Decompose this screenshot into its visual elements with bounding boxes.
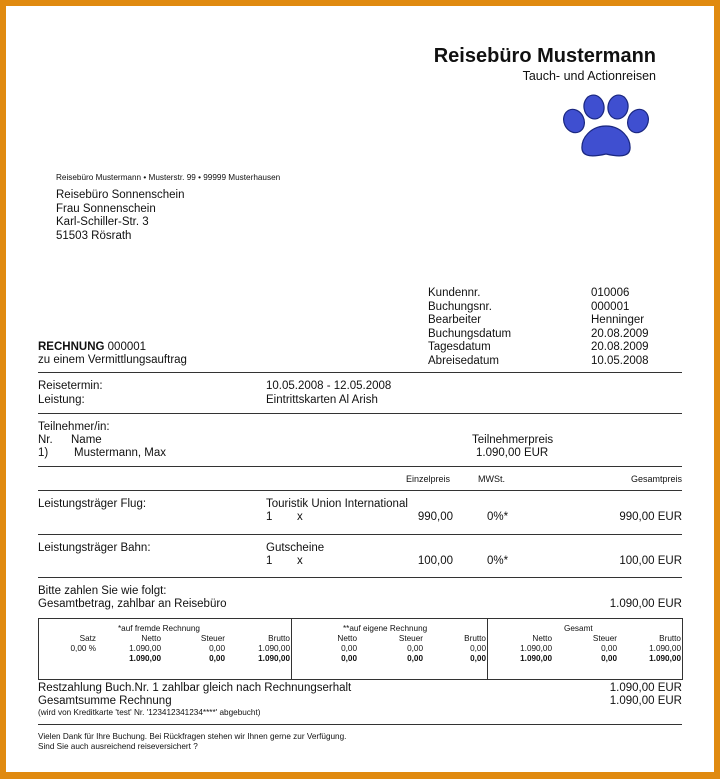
tax-col-steuer: Steuer bbox=[200, 634, 225, 643]
tax-col-brutto: Brutto bbox=[659, 634, 681, 643]
meta-value: 000001 bbox=[591, 300, 630, 313]
meta-label: Buchungsnr. bbox=[428, 300, 492, 313]
sum-label: Gesamtsumme Rechnung bbox=[38, 695, 172, 707]
item-unit-price: 100,00 bbox=[417, 555, 453, 567]
divider bbox=[38, 413, 682, 414]
termin-label: Reisetermin: bbox=[38, 380, 103, 392]
item-qty: 1 bbox=[266, 511, 273, 523]
tax-col-steuer: Steuer bbox=[398, 634, 423, 643]
tax-cell: 0,00 bbox=[341, 644, 357, 653]
sender-line: Reisebüro Mustermann • Musterstr. 99 • 99999 Musterhausen bbox=[56, 173, 281, 182]
payment-total-value: 1.090,00 EUR bbox=[609, 598, 682, 610]
item-qty: 1 bbox=[266, 555, 273, 567]
rest-value: 1.090,00 EUR bbox=[609, 682, 682, 694]
meta-value: 10.05.2008 bbox=[591, 354, 649, 367]
divider bbox=[38, 724, 682, 725]
recipient-address bbox=[56, 189, 185, 243]
recipient-line: Frau Sonnenschein bbox=[56, 202, 156, 215]
item-label: Leistungsträger Flug: bbox=[38, 498, 147, 510]
invoice-title-label: RECHNUNG bbox=[38, 341, 105, 353]
invoice-title bbox=[38, 341, 146, 355]
tax-cell: 0,00 bbox=[470, 644, 486, 653]
participants-col-name: Name bbox=[71, 434, 102, 446]
tax-cell: 1.090,00 bbox=[649, 644, 681, 653]
tax-cell-total: 0,00 bbox=[407, 654, 423, 663]
tax-cell: 1.090,00 bbox=[129, 644, 161, 653]
meta-label: Bearbeiter bbox=[428, 314, 482, 326]
footer-line: Vielen Dank für Ihre Buchung. Bei Rückfragen stehen wir Ihnen gerne zur Verfügung. bbox=[38, 732, 347, 741]
tax-cell-total: 0,00 bbox=[601, 654, 617, 663]
item-provider: Gutscheine bbox=[266, 542, 325, 554]
meta-value: Henninger bbox=[591, 314, 645, 326]
header-mwst: MWSt. bbox=[478, 474, 505, 484]
item-provider: Touristik Union International bbox=[266, 498, 408, 510]
item-x: x bbox=[297, 555, 303, 567]
tax-col-steuer: Steuer bbox=[592, 634, 617, 643]
payment-total-label: Gesamtbetrag, zahlbar an Reisebüro bbox=[38, 598, 227, 610]
meta-label: Abreisedatum bbox=[428, 354, 499, 367]
payment-instruction: Bitte zahlen Sie wie folgt: bbox=[38, 585, 167, 597]
tax-satz-label: Satz bbox=[79, 634, 96, 643]
item-total: 100,00 EUR bbox=[619, 555, 682, 567]
recipient-line: Karl-Schiller-Str. 3 bbox=[56, 216, 149, 228]
participant-name: Mustermann, Max bbox=[74, 447, 167, 459]
tax-col-netto: Netto bbox=[532, 634, 552, 643]
item-unit-price: 990,00 bbox=[417, 511, 453, 523]
meta-values bbox=[591, 287, 649, 368]
participants-heading: Teilnehmer/in: bbox=[38, 421, 110, 433]
tax-cell-total: 1.090,00 bbox=[129, 654, 161, 663]
meta-value: 010006 bbox=[591, 287, 630, 299]
tax-col-brutto: Brutto bbox=[268, 634, 290, 643]
item-tax: 0%* bbox=[487, 555, 509, 567]
tax-cell-total: 1.090,00 bbox=[520, 654, 552, 663]
company-name: Reisebüro Mustermann bbox=[433, 45, 656, 67]
divider bbox=[38, 466, 682, 467]
tax-satz-value: 0,00 % bbox=[70, 644, 96, 653]
tax-cell-total: 1.090,00 bbox=[258, 654, 290, 663]
tax-cell: 1.090,00 bbox=[520, 644, 552, 653]
divider bbox=[38, 534, 682, 535]
card-note: (wird von Kreditkarte 'test' Nr. '123412341234****' abgebucht) bbox=[38, 708, 261, 717]
sum-value: 1.090,00 EUR bbox=[609, 695, 682, 707]
termin-value: 10.05.2008 - 12.05.2008 bbox=[266, 380, 392, 392]
footer-line: Sind Sie auch ausreichend reiseversichert ? bbox=[38, 742, 198, 751]
tax-cell-total: 0,00 bbox=[209, 654, 225, 663]
participants-col-price: Teilnehmerpreis bbox=[472, 434, 554, 446]
divider bbox=[38, 490, 682, 491]
tax-col-netto: Netto bbox=[337, 634, 357, 643]
tax-group-total: Gesamt bbox=[564, 624, 593, 633]
tax-col-brutto: Brutto bbox=[464, 634, 486, 643]
divider bbox=[38, 372, 682, 373]
tax-cell-total: 0,00 bbox=[341, 654, 357, 663]
leistung-label: Leistung: bbox=[38, 394, 85, 406]
tax-cell: 0,00 bbox=[601, 644, 617, 653]
invoice-page bbox=[6, 6, 714, 772]
header-einzelpreis: Einzelpreis bbox=[406, 474, 451, 484]
leistung-value: Eintrittskarten Al Arish bbox=[266, 394, 378, 406]
item-label: Leistungsträger Bahn: bbox=[38, 542, 151, 554]
tax-cell-total: 0,00 bbox=[470, 654, 486, 663]
rest-label: Restzahlung Buch.Nr. 1 zahlbar gleich nach Rechnungserhalt bbox=[38, 682, 352, 694]
tax-cell: 1.090,00 bbox=[258, 644, 290, 653]
tax-table-separator bbox=[487, 618, 488, 679]
paw-icon bbox=[561, 94, 651, 160]
tax-cell: 0,00 bbox=[209, 644, 225, 653]
meta-label: Buchungsdatum bbox=[428, 327, 512, 340]
tax-table-separator bbox=[291, 618, 292, 679]
meta-value: 20.08.2009 bbox=[591, 327, 649, 340]
item-x: x bbox=[297, 511, 303, 523]
tax-cell: 0,00 bbox=[407, 644, 423, 653]
invoice-number: 000001 bbox=[107, 341, 147, 353]
tax-col-netto: Netto bbox=[141, 634, 161, 643]
tax-cell-total: 1.090,00 bbox=[649, 654, 681, 663]
meta-label: Kundennr. bbox=[428, 287, 481, 299]
invoice-subtitle: zu einem Vermittlungsauftrag bbox=[38, 354, 187, 366]
participant-price: 1.090,00 EUR bbox=[476, 447, 549, 459]
recipient-line: 51503 Rösrath bbox=[56, 229, 132, 242]
meta-value: 20.08.2009 bbox=[591, 341, 649, 353]
participants-col-nr: Nr. bbox=[38, 434, 53, 446]
tax-group-own: **auf eigene Rechnung bbox=[343, 624, 428, 633]
meta-label: Tagesdatum bbox=[428, 341, 491, 353]
item-tax: 0%* bbox=[487, 511, 509, 523]
item-total: 990,00 EUR bbox=[619, 511, 682, 523]
header-gesamtpreis: Gesamtpreis bbox=[630, 474, 682, 484]
participant-nr: 1) bbox=[38, 447, 49, 459]
recipient-line: Reisebüro Sonnenschein bbox=[56, 189, 185, 201]
company-tagline: Tauch- und Actionreisen bbox=[522, 69, 656, 83]
meta-labels bbox=[428, 287, 511, 368]
divider bbox=[38, 577, 682, 578]
tax-group-foreign: *auf fremde Rechnung bbox=[118, 624, 200, 633]
